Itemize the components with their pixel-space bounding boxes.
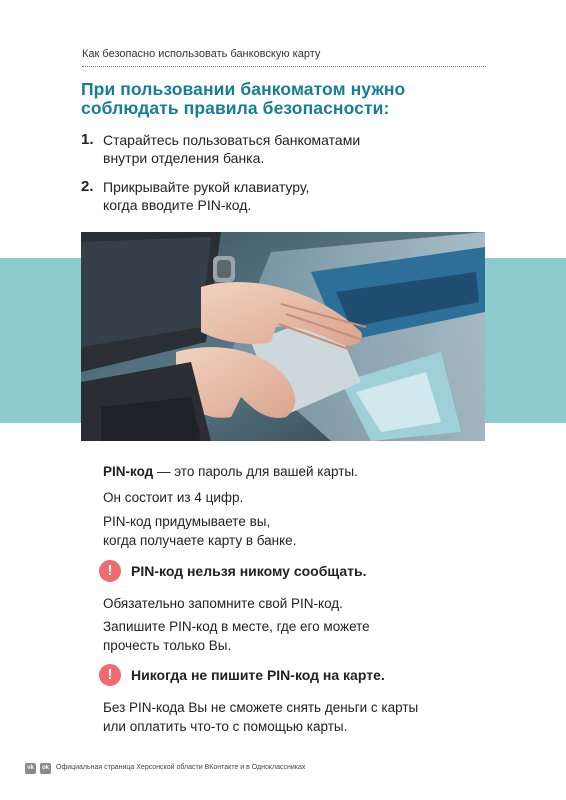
pin-term: PIN-код xyxy=(103,464,154,479)
odnoklassniki-icon[interactable]: ok xyxy=(40,763,51,774)
without-pin-line-2: или оплатить что-то с помощью карты. xyxy=(103,719,348,734)
atm-photo xyxy=(81,232,485,441)
vk-icon[interactable]: vk xyxy=(25,763,36,774)
rule-number: 1. xyxy=(81,131,94,148)
footer-text: Официальная страница Херсонской области ВКонтакте и в Одноклассниках xyxy=(56,764,306,771)
write-pin-line-1: Запишите PIN-код в месте, где его можете xyxy=(103,619,370,634)
rule-text-line-1: Прикрывайте рукой клавиатуру, xyxy=(103,179,310,195)
header-divider xyxy=(82,66,486,67)
section-headline xyxy=(81,80,501,118)
pin-digits-text: Он состоит из 4 цифр. xyxy=(103,490,244,505)
write-pin-text xyxy=(103,617,483,655)
without-pin-text xyxy=(103,698,483,736)
warning-text: Никогда не пишите PIN-код на карте. xyxy=(131,667,385,683)
exclamation-icon: ! xyxy=(99,560,121,582)
page-header-title: Как безопасно использовать банковскую карту xyxy=(82,48,321,60)
atm-hand-covering-keypad-image xyxy=(81,232,485,441)
warning-text: PIN-код нельзя никому сообщать. xyxy=(131,563,367,579)
without-pin-line-1: Без PIN-кода Вы не сможете снять деньги с карты xyxy=(103,700,419,715)
rule-text-line-2: внутри отделения банка. xyxy=(103,150,265,166)
rule-text-line-2: когда вводите PIN-код. xyxy=(103,197,252,213)
pin-create-line-2: когда получаете карту в банке. xyxy=(103,533,297,548)
headline-line-2: соблюдать правила безопасности: xyxy=(81,98,390,118)
write-pin-line-2: прочесть только Вы. xyxy=(103,638,232,653)
rule-text-line-1: Старайтесь пользоваться банкоматами xyxy=(103,132,361,148)
remember-pin-text: Обязательно запомните свой PIN-код. xyxy=(103,596,343,611)
exclamation-icon: ! xyxy=(99,664,121,686)
headline-line-1: При пользовании банкоматом нужно xyxy=(81,79,406,99)
pin-create-line-1: PIN-код придумываете вы, xyxy=(103,514,271,529)
pin-definition-text: — это пароль для вашей карты. xyxy=(153,464,358,479)
pin-create-text xyxy=(103,512,483,550)
rule-number: 2. xyxy=(81,178,94,195)
pin-definition xyxy=(103,462,483,481)
